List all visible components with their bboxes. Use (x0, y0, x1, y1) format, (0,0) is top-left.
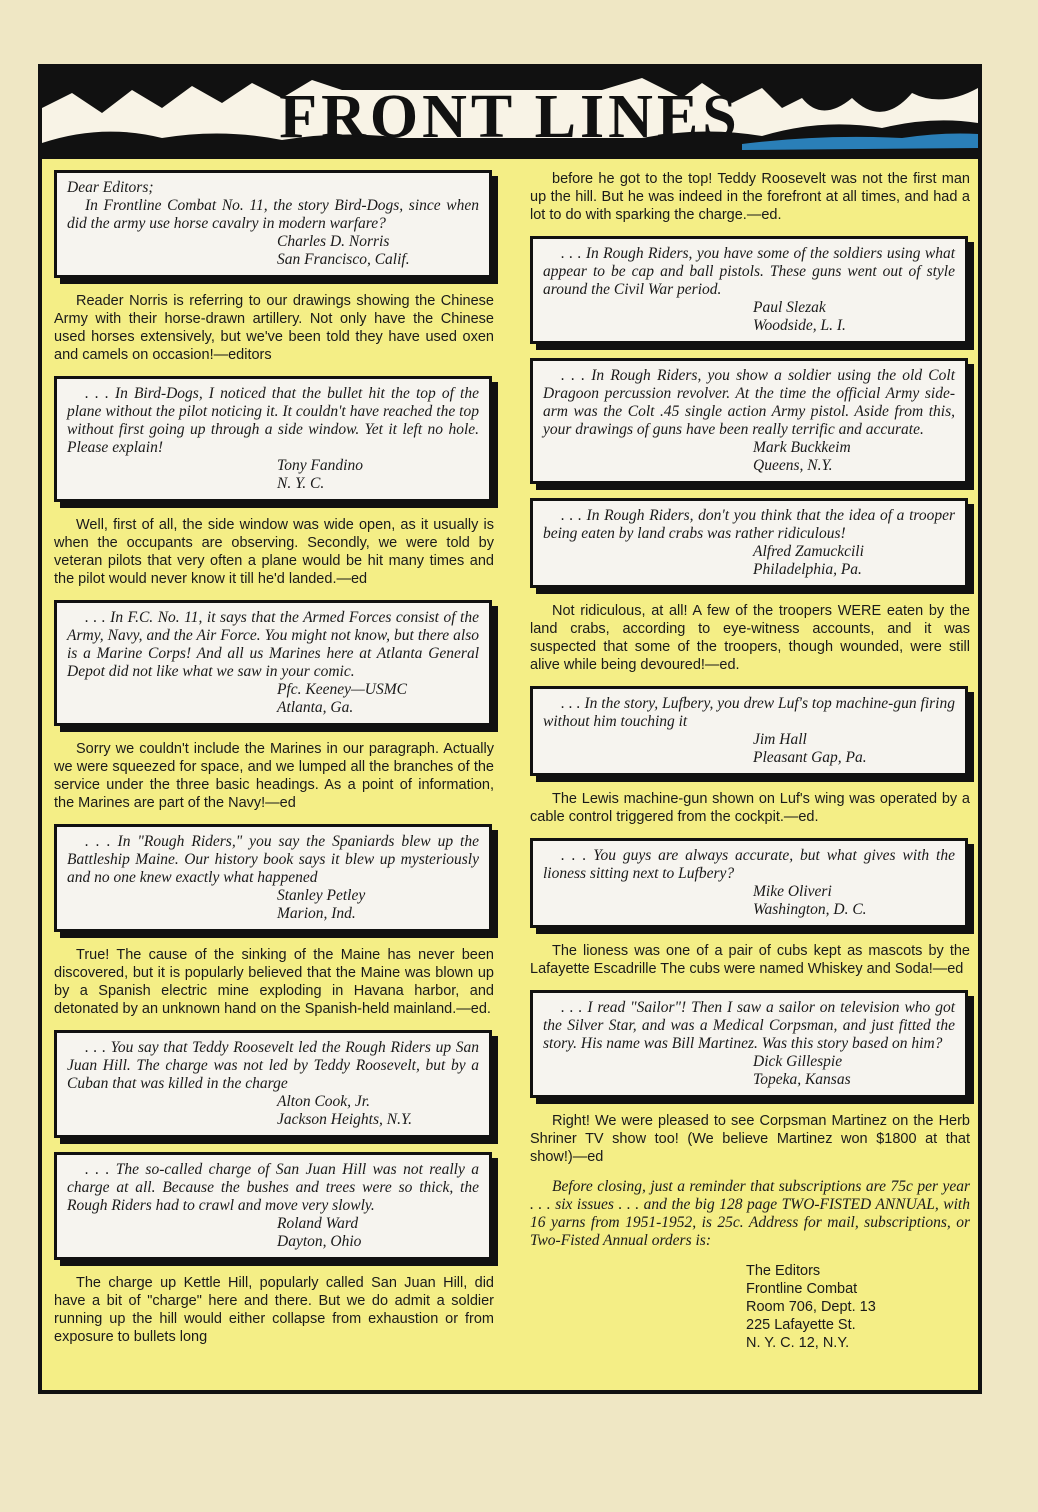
letter-salutation: Dear Editors; (67, 179, 154, 196)
address-line: N. Y. C. 12, N.Y. (746, 1335, 850, 1351)
mailing-address (746, 1262, 976, 1352)
editor-reply: before he got to the top! Teddy Roosevelt was not the first man up the hill. But he was indeed in the forefront at all times, and had a lot to do with sparking the charge.—ed. (530, 171, 970, 223)
letter-signature: San Francisco, Calif. (277, 251, 410, 268)
reader-letter (54, 824, 492, 932)
letter-signature: Philadelphia, Pa. (753, 561, 862, 578)
letter-body: . . . In Rough Riders, you show a soldier using the old Colt Dragoon percussion revolver. At the time the official Army side-arm was the Colt .45 single action Army pistol. Aside from this, your drawings of guns have been really terrific and accurate. (543, 367, 955, 438)
letter-signature: Jackson Heights, N.Y. (277, 1111, 413, 1128)
reader-letter (530, 236, 968, 344)
right-column (526, 170, 976, 1352)
letter-signature: Atlanta, Ga. (277, 699, 354, 716)
letter-body: . . . You say that Teddy Roosevelt led the Rough Riders up San Juan Hill. The charge was not led by Teddy Roosevelt, but by a Cuban that was killed in the charge (67, 1039, 479, 1092)
letter-body: . . . In the story, Lufbery, you drew Luf's top machine-gun firing without him touching it (543, 695, 955, 730)
editor-reply: Right! We were pleased to see Corpsman Martinez on the Herb Shriner TV show too! (We believe Martinez won $1800 at that show!)—ed (530, 1113, 970, 1165)
reader-letter (54, 376, 492, 502)
editor-reply: The charge up Kettle Hill, popularly called San Juan Hill, did have a bit of "charge" here and there. But we do admit a soldier running up the hill would either collapse from exhaustion or from exposure to bullets long (54, 1275, 494, 1345)
editor-reply: Not ridiculous, at all! A few of the troopers WERE eaten by the land crabs, according to eye-witness accounts, and it was suspected that some of the troopers, though wounded, were still alive while being devoured!—ed. (530, 603, 970, 673)
left-column (50, 170, 500, 1358)
letter-body: . . . The so-called charge of San Juan Hill was not really a charge at all. Because the bushes and trees were so thick, the Rough Riders had to crawl and move very slowly. (67, 1161, 479, 1214)
letter-signature: Alton Cook, Jr. (277, 1093, 370, 1110)
letter-signature: Tony Fandino (277, 457, 363, 474)
reader-letter (530, 838, 968, 928)
letter-signature: Jim Hall (753, 731, 807, 748)
reader-letter (530, 358, 968, 484)
letter-signature: Dick Gillespie (753, 1053, 843, 1070)
reader-letter (530, 686, 968, 776)
letter-body: . . . In "Rough Riders," you say the Spaniards blew up the Battleship Maine. Our history book says it blew up mysteriously and no one knew exactly what happened (67, 833, 479, 886)
letter-signature: Alfred Zamuckcili (753, 543, 864, 560)
editor-reply: Well, first of all, the side window was wide open, as it usually is when the occupants are observing. Secondly, we were told by veteran pilots that very often a plane would be hit many times and the pilot would never know it till he'd landed.—ed (54, 517, 494, 587)
letter-body: . . . In Rough Riders, you have some of the soldiers using what appear to be cap and ball pistols. These guns went out of style around the Civil War period. (543, 245, 955, 298)
editor-reply: Reader Norris is referring to our drawings showing the Chinese Army with their horse-drawn artillery. Not only have the Chinese used horses extensively, but we've been told they have used oxen and camels on occasion!—editors (54, 293, 494, 363)
letter-signature: Woodside, L. I. (753, 317, 846, 334)
letter-signature: Stanley Petley (277, 887, 366, 904)
letter-signature: Pfc. Keeney—USMC (277, 681, 407, 698)
editor-reply: Sorry we couldn't include the Marines in our paragraph. Actually we were squeezed for space, and we lumped all the branches of the service under the three basic headings. As a point of information, the Marines are part of the Navy!—ed (54, 741, 494, 811)
closing-note: Before closing, just a reminder that subscriptions are 75c per year . . . six issues . . . and the big 128 page TWO-FISTED ANNUAL, with 16 yarns from 1951-1952, is 25c. Address for mail, subscriptions, or Two-Fisted Annual orders is: (530, 1178, 970, 1249)
reader-letter (54, 600, 492, 726)
editor-reply: The lioness was one of a pair of cubs kept as mascots by the Lafayette Escadrille The cubs were named Whiskey and Soda!—ed (530, 943, 970, 977)
reader-letter (54, 170, 492, 278)
editor-reply: The Lewis machine-gun shown on Luf's wing was operated by a cable control triggered from the cockpit.—ed. (530, 791, 970, 825)
letter-signature: Dayton, Ohio (277, 1233, 362, 1250)
address-line: Frontline Combat (746, 1281, 858, 1297)
letter-body: . . . In Bird-Dogs, I noticed that the bullet hit the top of the plane without the pilot noticing it. It couldn't have reached the top without first going up through a side window. Yet it left no hole. Please explain! (67, 385, 479, 456)
letter-signature: Mike Oliveri (753, 883, 832, 900)
letter-signature: Marion, Ind. (277, 905, 356, 922)
letter-signature: Topeka, Kansas (753, 1071, 851, 1088)
letter-body: In Frontline Combat No. 11, the story Bird-Dogs, since when did the army use horse cavalry in modern warfare? (67, 197, 479, 232)
reader-letter (530, 498, 968, 588)
address-line: Room 706, Dept. 13 (746, 1299, 876, 1315)
letter-body: . . . In Rough Riders, don't you think that the idea of a trooper being eaten by land crabs was rather ridiculous! (543, 507, 955, 542)
letter-signature: Pleasant Gap, Pa. (753, 749, 867, 766)
letter-body: . . . You guys are always accurate, but what gives with the lioness sitting next to Lufbery? (543, 847, 955, 882)
letter-signature: N. Y. C. (277, 475, 325, 492)
reader-letter (54, 1030, 492, 1138)
letter-signature: Mark Buckkeim (753, 439, 851, 456)
letter-signature: Charles D. Norris (277, 233, 390, 250)
editor-reply: True! The cause of the sinking of the Maine has never been discovered, but it is popularly believed that the Maine was blown up by a Spanish electric mine exploding in Havana harbor, and detonated by an unknown hand on the Spanish-held mainland.—ed. (54, 947, 494, 1017)
address-line: The Editors (746, 1263, 821, 1279)
letter-body: . . . I read "Sailor"! Then I saw a sailor on television who got the Silver Star, and was a Medical Corpsman, and just fitted the story. His name was Bill Martinez. Was this story based on him? (543, 999, 955, 1052)
letter-signature: Paul Slezak (753, 299, 826, 316)
reader-letter (530, 990, 968, 1098)
page-title: FRONT LINES (279, 83, 741, 151)
header-banner (42, 68, 978, 159)
letter-signature: Roland Ward (277, 1215, 359, 1232)
reader-letter (54, 1152, 492, 1260)
address-line: 225 Lafayette St. (746, 1317, 856, 1333)
letter-signature: Queens, N.Y. (753, 457, 833, 474)
letter-signature: Washington, D. C. (753, 901, 867, 918)
letter-body: . . . In F.C. No. 11, it says that the Armed Forces consist of the Army, Navy, and the Air Force. You might not know, but there also is a Marine Corps! And all us Marines here at Atlanta General Depot did not like what we saw in your comic. (67, 609, 479, 680)
